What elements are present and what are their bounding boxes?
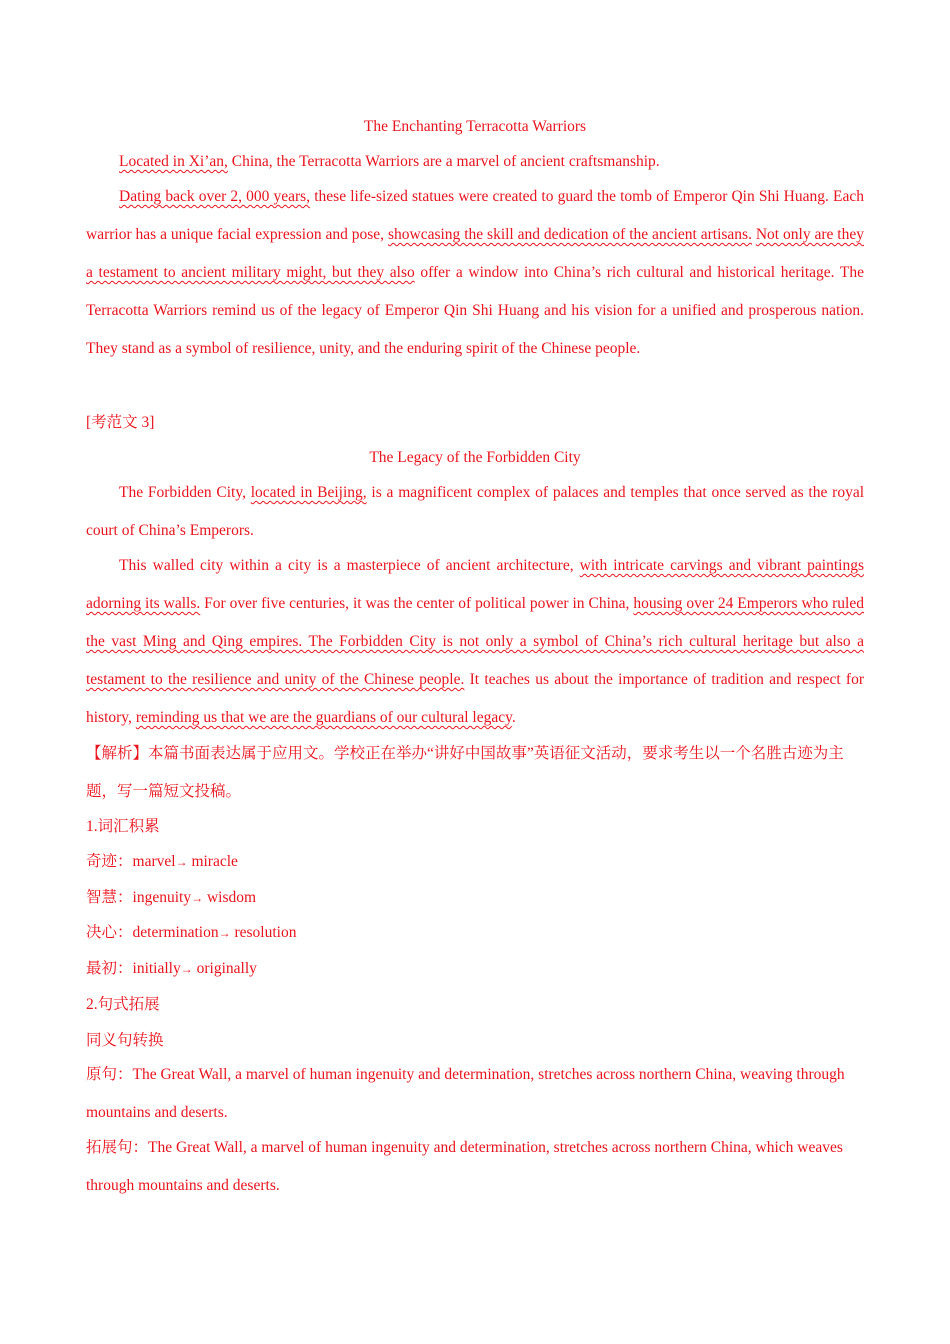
arrow-icon: → (180, 962, 193, 976)
essay2-paragraph-2: Dating back over 2, 000 years, these life-sized statues were created to guard the tomb of Emperor Qin Shi Huang. Each warrior has a unique facial expression and pose, showcasing the skill and dedication of the ancient artisans. Not only are they a testament to ancient military might, but they also offer a window into China’s rich cultural and historical heritage. The Terracotta Warriors remind us of the legacy of Emperor Qin Shi Huang and his vision for a unified and prosperous nation. They stand as a symbol of resilience, unity, and the enduring spirit of the Chinese people. (86, 188, 864, 357)
vocab-item: 最初：initially→ originally (86, 960, 257, 977)
underlined-phrase: Located in Xi’an, (119, 153, 228, 170)
underlined-phrase: with intricate carvings and vibrant paintings adorning its walls. (86, 557, 864, 612)
original-sentence: 原句：The Great Wall, a marvel of human ingenuity and determination, stretches across northern China, weaving through mountains and deserts. (86, 1066, 845, 1121)
essay3-title: The Legacy of the Forbidden City (369, 449, 581, 466)
essay3-paragraph-1: The Forbidden City, located in Beijing, is a magnificent complex of palaces and temples that once served as the royal court of China’s Emperors. (86, 484, 864, 539)
underlined-phrase: showcasing the skill and dedication of the ancient artisans. (387, 226, 752, 243)
vocab-item: 智慧：ingenuity→ wisdom (86, 889, 257, 906)
essay2-paragraph-1: Located in Xi’an, China, the Terracotta Warriors are a marvel of ancient craftsmanship. (119, 153, 660, 170)
vocab-heading: 1.词汇积累 (86, 818, 160, 835)
underlined-phrase: housing over 24 Emperors who ruled the vast Ming and Qing empires. The Forbidden City is not only a symbol of China’s rich cultural heritage but also a testament to the resilience and unity of the Chinese people. (86, 595, 864, 688)
vocab-item: 奇迹：marvel→ miracle (86, 853, 238, 870)
vocab-item: 决心：determination→ resolution (86, 924, 297, 941)
arrow-icon: → (175, 855, 188, 869)
underlined-phrase: reminding us that we are the guardians of our cultural legacy (135, 709, 512, 726)
sentence-heading: 2.句式拓展 (86, 996, 160, 1013)
essay2-title: The Enchanting Terracotta Warriors (363, 118, 587, 135)
underlined-phrase: Not only are they a testament to ancient military might, but they also (86, 226, 864, 281)
synonym-heading: 同义句转换 (86, 1032, 164, 1049)
underlined-phrase: located in Beijing, (250, 484, 367, 501)
essay3-paragraph-2: This walled city within a city is a masterpiece of ancient architecture, with intricate carvings and vibrant paintings adorning its walls. For over five centuries, it was the center of political power in China, housing over 24 Emperors who ruled the vast Ming and Qing empires. The Forbidden City is not only a symbol of China’s rich cultural heritage but also a testament to the resilience and unity of the Chinese people. It teaches us about the importance of tradition and respect for history, reminding us that we are the guardians of our cultural legacy. (86, 557, 864, 726)
expanded-sentence: 拓展句：The Great Wall, a marvel of human ingenuity and determination, stretches across northern China, which weaves through mountains and deserts. (86, 1139, 843, 1194)
arrow-icon: → (218, 926, 231, 940)
underlined-phrase: Dating back over 2, 000 years, (119, 188, 311, 205)
essay3-label: [考范文 3] (86, 414, 155, 431)
arrow-icon: → (191, 891, 204, 905)
analysis-text: 【解析】本篇书面表达属于应用文。学校正在举办“讲好中国故事”英语征文活动，要求考生以一个名胜古迹为主题，写一篇短文投稿。 (86, 745, 844, 800)
